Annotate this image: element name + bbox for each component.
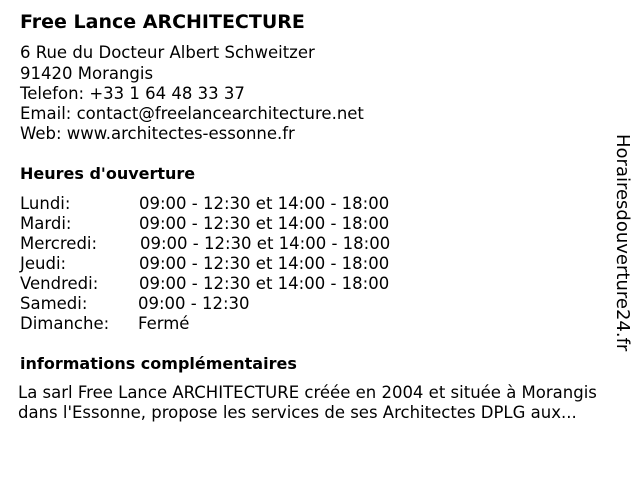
address-city: 91420 Morangis: [20, 64, 154, 83]
day-label: Mardi:: [20, 214, 72, 233]
additional-info-heading: informations complémentaires: [20, 354, 297, 373]
day-label: Vendredi:: [20, 274, 99, 293]
day-label: Mercredi:: [20, 234, 98, 253]
website-link[interactable]: Web: www.architectes-essonne.fr: [20, 124, 295, 143]
day-label: Lundi:: [20, 194, 71, 213]
address-street: 6 Rue du Docteur Albert Schweitzer: [20, 43, 315, 62]
business-name: Free Lance ARCHITECTURE: [20, 11, 305, 33]
watermark-vertical: [611, 134, 635, 352]
day-hours: 09:00 - 12:30: [138, 294, 250, 313]
day-hours: Fermé: [138, 314, 190, 333]
day-hours: 09:00 - 12:30 et 14:00 - 18:00: [140, 234, 391, 253]
email-address[interactable]: Email: contact@freelancearchitecture.net: [20, 104, 364, 123]
watermark-text: Horairesdouverture24.fr: [612, 134, 633, 352]
day-label: Dimanche:: [20, 314, 110, 333]
business-description: [18, 383, 638, 423]
day-hours: 09:00 - 12:30 et 14:00 - 18:00: [139, 214, 390, 233]
day-hours: 09:00 - 12:30 et 14:00 - 18:00: [139, 194, 390, 213]
day-hours: 09:00 - 12:30 et 14:00 - 18:00: [139, 274, 390, 293]
phone-number[interactable]: Telefon: +33 1 64 48 33 37: [20, 84, 245, 103]
day-label: Samedi:: [20, 294, 88, 313]
description-line: La sarl Free Lance ARCHITECTURE créée en 2004 et située à Morangis: [18, 383, 597, 402]
day-label: Jeudi:: [20, 254, 67, 273]
day-hours: 09:00 - 12:30 et 14:00 - 18:00: [139, 254, 390, 273]
opening-hours-heading: Heures d'ouverture: [20, 164, 196, 183]
description-line: dans l'Essonne, propose les services de ses Architectes DPLG aux...: [18, 403, 577, 422]
